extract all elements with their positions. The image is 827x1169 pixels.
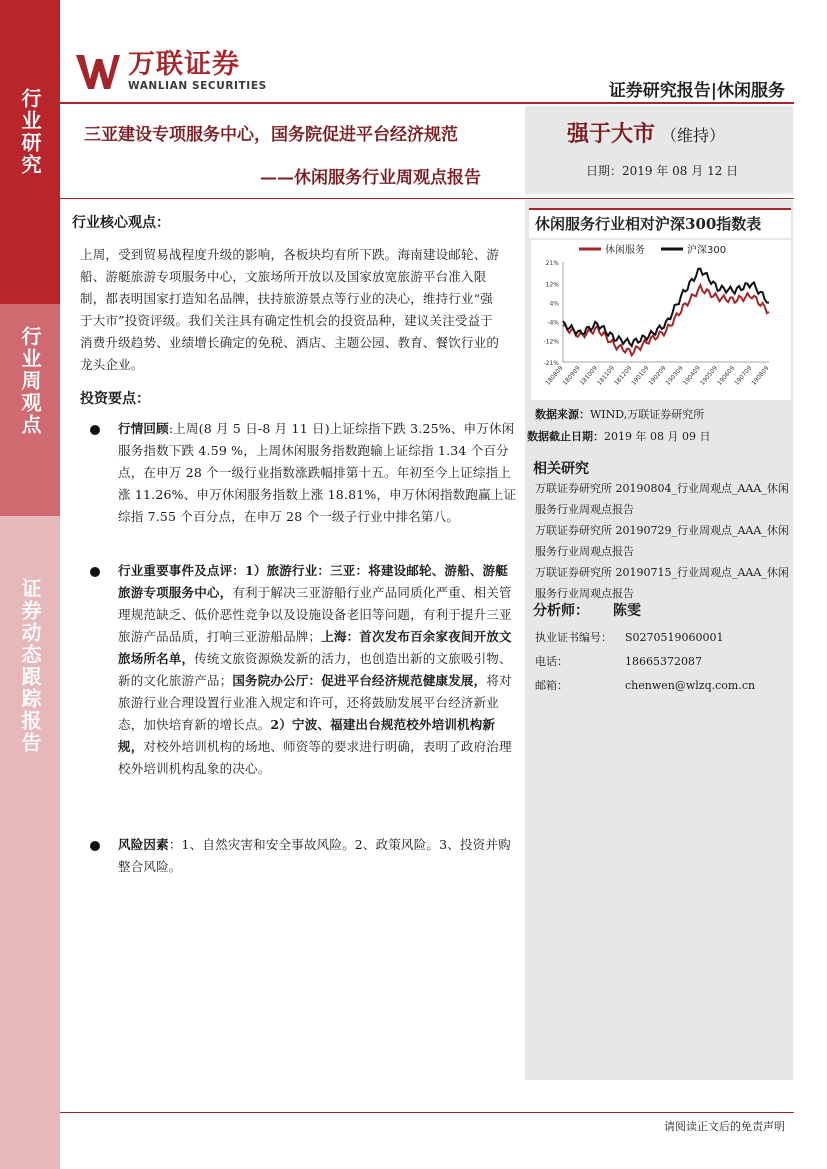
point-label: 风险因素 xyxy=(118,837,169,852)
title-divider xyxy=(60,198,794,199)
investment-rating xyxy=(567,117,725,148)
footer-divider xyxy=(60,1112,794,1113)
company-logo xyxy=(74,50,267,92)
point-industry-events xyxy=(118,560,518,780)
legend-label: 沪深300 xyxy=(687,245,727,256)
side-label-weekly-view: 行业周观点 xyxy=(18,326,42,436)
related-item[interactable]: 万联证券研究所 20190804_行业周观点_AAA_休闲服务行业周观点报告 xyxy=(535,482,789,516)
related-research-list xyxy=(535,478,791,604)
relative-index-chart xyxy=(531,240,791,400)
related-item[interactable]: 万联证券研究所 20190715_行业周观点_AAA_休闲服务行业周观点报告 xyxy=(535,566,789,600)
event-heading: 行业重要事件及点评：1）旅游行业：三亚：将建设邮轮、游船、游艇旅游专项服务中心， xyxy=(118,563,508,600)
report-subtitle: ——休闲服务行业周观点报告 xyxy=(260,168,481,188)
data-source xyxy=(535,406,704,422)
y-tick-label: -21% xyxy=(543,360,559,367)
side-block-bottom xyxy=(0,516,60,1169)
point-label: 行情回顾 xyxy=(118,421,169,436)
analyst-heading xyxy=(533,600,641,620)
cutoff-label: 数据截止日期： xyxy=(527,430,604,443)
y-tick-label: -12% xyxy=(543,338,559,346)
analyst-info xyxy=(535,626,755,698)
point-risks xyxy=(118,834,518,878)
legend-label: 休闲服务 xyxy=(605,245,645,256)
rating-value: 强于大市 xyxy=(567,121,656,147)
bullet-icon xyxy=(90,425,100,435)
chart-container xyxy=(531,240,791,400)
related-research-heading: 相关研究 xyxy=(533,461,589,477)
report-date: 日期：2019 年 08 月 12 日 xyxy=(586,164,739,178)
cert-value: S0270519060001 xyxy=(625,631,724,644)
related-item[interactable]: 万联证券研究所 20190729_行业周观点_AAA_休闲服务行业周观点报告 xyxy=(535,524,789,558)
header-divider xyxy=(60,102,794,104)
side-label-industry-research: 行业研究 xyxy=(18,88,42,176)
y-tick-label: 12% xyxy=(545,281,559,289)
x-tick-label: 181209 xyxy=(613,364,634,387)
point-market-review xyxy=(118,418,518,528)
data-cutoff xyxy=(527,428,710,444)
event-heading: 国务院办公厅：促进平台经济规范健康发展， xyxy=(232,673,487,688)
key-points-heading: 投资要点： xyxy=(80,391,150,407)
y-tick-label: 21% xyxy=(545,260,559,267)
logo-english-name: WANLIAN SECURITIES xyxy=(128,80,267,92)
source-text: WIND,万联证券研究所 xyxy=(590,408,705,421)
report-type: 证券研究报告|休闲服务 xyxy=(608,81,785,101)
core-view-heading: 行业核心观点： xyxy=(72,215,170,231)
side-band xyxy=(0,0,60,1169)
phone-label: 电话： xyxy=(535,655,568,668)
rating-note: （维持） xyxy=(661,126,726,145)
y-tick-label: -4% xyxy=(547,319,559,327)
event-text: 有利于解决三亚游船行业产品同质化严重、相关管理规范缺乏、低价恶性竞争以及设施设备老旧等问题，有利于提升三亚旅游产品品质，打响三亚游船品牌； xyxy=(118,585,512,644)
analyst-name: 陈雯 xyxy=(613,603,641,619)
cert-label: 执业证书编号： xyxy=(535,631,612,644)
event-text: 将对旅游行业合理设置行业准入规定和许可，还将鼓励发展平台经济新业态，加快培育新的增长点。 xyxy=(118,673,512,732)
report-title: 三亚建设专项服务中心，国务院促进平台经济规范 xyxy=(84,125,458,145)
bullet-icon xyxy=(90,567,100,577)
x-tick-label: 190809 xyxy=(750,364,771,387)
point-text: :上周(8 月 5 日-8 月 11 日)上证综指下跌 3.25%、申万休闲服务指数下跌 4.59 %，上周休闲服务指数跑输上证综指 1.34 个百分点，在申万 28 个一级行业指数涨跌幅排第十五。年初至今上证综指上涨 11.26%、申万休闲服务指数上涨 18.81%，申万休闲指数跑赢上证综指 7.55 个百分点，在申万 28 个一级子行业中排名第八。 xyxy=(118,421,517,524)
event-text: 传统文旅资源焕发新的活力，也创造出新的文旅吸引物、新的文化旅游产品； xyxy=(118,651,512,688)
core-view-text: 上周，受到贸易战程度升级的影响，各板块均有所下跌。海南建设邮轮、游船、游艇旅游专项服务中心，文旅场所开放以及国家放宽旅游平台准入限制，都表明国家打造知名品牌，扶持旅游景点等行业的决心，维持行业“强于大市”投资评级。我们关注具有确定性机会的投资品种，建议关注受益于消费升级趋势、业绩增长确定的免税、酒店、主题公园、教育、餐饮行业的龙头企业。 xyxy=(80,247,500,372)
email-value[interactable]: chenwen@wlzq.com.cn xyxy=(625,679,756,692)
x-tick-label: 190409 xyxy=(681,364,702,387)
side-block-middle xyxy=(0,304,60,516)
x-tick-label: 190209 xyxy=(647,364,668,387)
side-label-tracking-report: 证券动态跟踪报告 xyxy=(18,578,42,754)
side-block-top xyxy=(0,0,60,304)
bullet-icon xyxy=(90,841,100,851)
x-tick-label: 190609 xyxy=(716,364,737,387)
series-line xyxy=(563,269,769,346)
x-tick-label: 180909 xyxy=(561,364,582,387)
y-tick-label: 4% xyxy=(549,300,559,308)
source-label: 数据来源： xyxy=(535,408,590,421)
event-heading: 2）宁波、福建出台规范校外培训机构新规， xyxy=(118,717,496,754)
x-tick-label: 190509 xyxy=(698,364,720,387)
phone-value: 18665372087 xyxy=(625,655,702,668)
x-tick-label: 190309 xyxy=(664,364,685,387)
footer-disclaimer: 请阅读正文后的免责声明 xyxy=(664,1120,785,1133)
point-text: ：1、自然灾害和安全事故风险。2、政策风险。3、投资并购整合风险。 xyxy=(118,837,511,874)
x-tick-label: 181009 xyxy=(578,364,599,387)
cutoff-text: 2019 年 08 月 09 日 xyxy=(604,430,711,443)
chart-title: 休闲服务行业相对沪深300指数表 xyxy=(535,215,762,233)
x-tick-label: 190109 xyxy=(630,364,651,387)
logo-chinese-name: 万联证券 xyxy=(128,49,240,80)
event-heading: 上海：首次发布百余家夜间开放文旅场所名单， xyxy=(118,629,512,666)
event-text: 对校外培训机构的场地、师资等的要求进行明确，表明了政府治理校外培训机构乱象的决心。 xyxy=(118,739,512,776)
x-tick-label: 180809 xyxy=(544,364,565,387)
logo-w-icon xyxy=(74,51,120,91)
email-label: 邮箱： xyxy=(535,679,568,692)
x-tick-label: 190709 xyxy=(733,364,754,387)
x-tick-label: 181109 xyxy=(595,364,617,387)
analyst-label: 分析师： xyxy=(533,603,589,619)
